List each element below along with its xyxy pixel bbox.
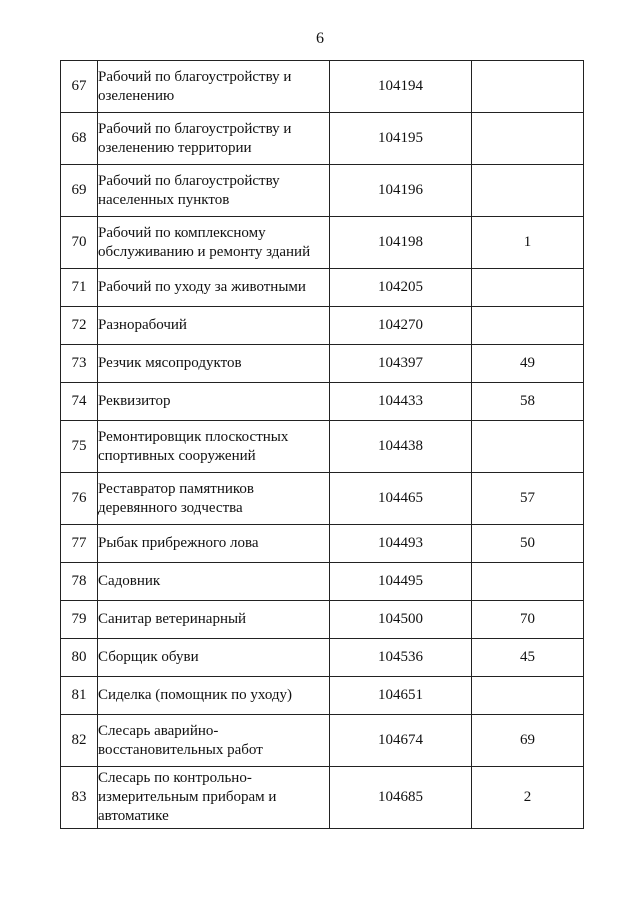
row-number: 74 xyxy=(61,383,98,421)
row-value xyxy=(472,113,584,165)
occupation-name: Слесарь аварийно-восстановительных работ xyxy=(98,715,330,767)
occupation-name: Сборщик обуви xyxy=(98,639,330,677)
table-row xyxy=(61,113,584,165)
row-value xyxy=(472,61,584,113)
occupation-name: Реквизитор xyxy=(98,383,330,421)
row-number: 83 xyxy=(61,767,98,829)
occupation-code: 104433 xyxy=(330,383,472,421)
row-number: 76 xyxy=(61,473,98,525)
table-row xyxy=(61,715,584,767)
table-row xyxy=(61,61,584,113)
occupation-code: 104198 xyxy=(330,217,472,269)
table-row xyxy=(61,525,584,563)
table-row xyxy=(61,421,584,473)
occupation-name: Разнорабочий xyxy=(98,307,330,345)
occupation-name: Рабочий по комплексному обслуживанию и ремонту зданий xyxy=(98,217,330,269)
row-value xyxy=(472,563,584,601)
row-value: 2 xyxy=(472,767,584,829)
occupation-code: 104397 xyxy=(330,345,472,383)
occupation-name: Рабочий по уходу за животными xyxy=(98,269,330,307)
row-number: 68 xyxy=(61,113,98,165)
occupation-code: 104674 xyxy=(330,715,472,767)
occupation-name: Рабочий по благоустройству населенных пунктов xyxy=(98,165,330,217)
row-value: 49 xyxy=(472,345,584,383)
occupation-name: Санитар ветеринарный xyxy=(98,601,330,639)
row-number: 70 xyxy=(61,217,98,269)
row-value: 1 xyxy=(472,217,584,269)
row-value: 45 xyxy=(472,639,584,677)
occupation-code: 104536 xyxy=(330,639,472,677)
table-row xyxy=(61,563,584,601)
row-value xyxy=(472,307,584,345)
row-number: 82 xyxy=(61,715,98,767)
row-value xyxy=(472,269,584,307)
occupation-code: 104465 xyxy=(330,473,472,525)
row-value xyxy=(472,677,584,715)
occupation-code: 104685 xyxy=(330,767,472,829)
occupation-code: 104495 xyxy=(330,563,472,601)
table-row xyxy=(61,307,584,345)
occupation-name: Ремонтировщик плоскостных спортивных сооружений xyxy=(98,421,330,473)
row-number: 80 xyxy=(61,639,98,677)
row-number: 79 xyxy=(61,601,98,639)
row-value: 57 xyxy=(472,473,584,525)
table-row xyxy=(61,217,584,269)
occupation-name: Резчик мясопродуктов xyxy=(98,345,330,383)
table-row xyxy=(61,269,584,307)
page-number: 6 xyxy=(316,30,324,47)
occupation-code: 104493 xyxy=(330,525,472,563)
row-number: 73 xyxy=(61,345,98,383)
row-number: 81 xyxy=(61,677,98,715)
table-row xyxy=(61,767,584,829)
occupation-code: 104195 xyxy=(330,113,472,165)
row-value: 70 xyxy=(472,601,584,639)
row-number: 69 xyxy=(61,165,98,217)
table-row xyxy=(61,473,584,525)
occupation-code: 104651 xyxy=(330,677,472,715)
occupations-table xyxy=(60,60,584,829)
table-row xyxy=(61,677,584,715)
table-row xyxy=(61,165,584,217)
occupation-name: Рабочий по благоустройству и озеленению xyxy=(98,61,330,113)
table-row xyxy=(61,639,584,677)
row-value xyxy=(472,421,584,473)
occupation-name: Садовник xyxy=(98,563,330,601)
occupation-name: Рабочий по благоустройству и озеленению территории xyxy=(98,113,330,165)
row-number: 75 xyxy=(61,421,98,473)
row-number: 77 xyxy=(61,525,98,563)
occupation-name: Рыбак прибрежного лова xyxy=(98,525,330,563)
table-row xyxy=(61,383,584,421)
occupation-code: 104196 xyxy=(330,165,472,217)
row-value: 69 xyxy=(472,715,584,767)
occupation-code: 104205 xyxy=(330,269,472,307)
occupation-code: 104270 xyxy=(330,307,472,345)
row-number: 67 xyxy=(61,61,98,113)
occupation-name: Сиделка (помощник по уходу) xyxy=(98,677,330,715)
occupation-name: Слесарь по контрольно-измерительным приборам и автоматике xyxy=(98,767,330,829)
row-value: 50 xyxy=(472,525,584,563)
occupation-code: 104438 xyxy=(330,421,472,473)
table-row xyxy=(61,345,584,383)
row-value: 58 xyxy=(472,383,584,421)
occupation-name: Реставратор памятников деревянного зодчества xyxy=(98,473,330,525)
row-number: 78 xyxy=(61,563,98,601)
occupation-code: 104194 xyxy=(330,61,472,113)
row-number: 71 xyxy=(61,269,98,307)
row-value xyxy=(472,165,584,217)
occupation-code: 104500 xyxy=(330,601,472,639)
table-row xyxy=(61,601,584,639)
row-number: 72 xyxy=(61,307,98,345)
